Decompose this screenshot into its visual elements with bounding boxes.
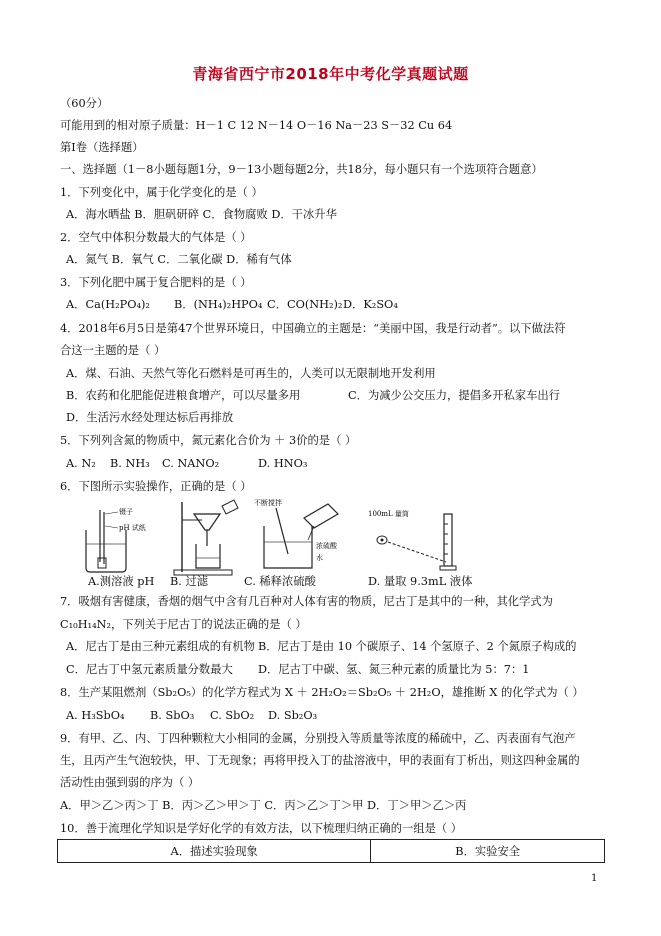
- q7-stem-2: C₁₀H₁₄N₂，下列关于尼古丁的说法正确的是（ ）: [60, 618, 307, 631]
- figure-b-filtration: [172, 498, 242, 576]
- q3-option-d: D．K₂SO₄: [343, 298, 398, 311]
- q1-options: A．海水晒盐 B．胆矾研碎 C．食物腐败 D．干冰升华: [66, 208, 337, 221]
- score-line: （60分）: [60, 97, 109, 110]
- page-title: 青海省西宁市2018年中考化学真题试题: [192, 65, 469, 83]
- q9-stem-1: 9．有甲、乙、内、丁四种颗粒大小相同的金属，分别投入等质量等浓度的稀硫中，乙、丙表面有气泡产: [60, 732, 576, 745]
- q4-option-a: A．煤、石油、天然气等化石燃料是可再生的，人类可以无限制地开发利用: [66, 367, 436, 380]
- q7-option-a: A．尼古丁是由三种元素组成的有机物: [66, 640, 255, 653]
- q4-stem-2: 合这一主题的是（ ）: [60, 344, 166, 357]
- q8-option-c: C. SbO₂: [210, 709, 255, 722]
- q2-options: A．氮气 B．氧气 C．二氧化碳 D．稀有气体: [66, 253, 292, 266]
- q2-stem: 2．空气中体积分数最大的气体是（ ）: [60, 231, 252, 244]
- atomic-masses: 可能用到的相对原子质量：H－1 C 12 N－14 O－16 Na－23 S－32 Cu 64: [60, 119, 453, 132]
- q3-option-a: A．Ca(H₂PO₄)₂: [66, 298, 150, 311]
- q9-options: A．甲＞乙＞丙＞丁 B．丙＞乙＞甲＞丁 C．丙＞乙＞丁＞甲 D．丁＞甲＞乙＞丙: [60, 799, 467, 812]
- q7-stem-1: 7．吸烟有害健康，香烟的烟气中含有几百种对人体有害的物质，尼古丁是其中的一种，其化学式为: [60, 595, 553, 608]
- q1-stem: 1．下列变化中，属于化学变化的是（ ）: [60, 186, 263, 199]
- fig-a-label-tweezers: 镊子: [119, 508, 133, 516]
- q4-option-d: D．生活污水经处理达标后再排放: [66, 411, 234, 424]
- volume-label: 第Ⅰ卷（选择题）: [60, 141, 144, 154]
- q8-option-a: A. H₃SbO₄: [66, 709, 125, 722]
- q8-option-b: B. SbO₃: [150, 709, 195, 722]
- fig-a-label-ph-paper: pH 试纸: [119, 524, 146, 532]
- fig-caption-c: C. 稀释浓硫酸: [244, 575, 316, 588]
- q9-stem-3: 活动性由强到弱的序为（ ）: [60, 776, 200, 789]
- table-cell-b: B．实验安全: [371, 840, 605, 863]
- q8-option-d: D. Sb₂O₃: [268, 709, 318, 722]
- fig-c-label-water: 水: [316, 554, 323, 562]
- q4-option-b: B．农药和化肥能促进粮食增产，可以尽量多用: [66, 389, 301, 402]
- page-number: 1: [591, 873, 598, 884]
- q5-option-c: C. NANO₂: [162, 457, 220, 470]
- q5-option-a: A. N₂: [66, 457, 96, 470]
- table-cell-a: A．描述实验现象: [58, 840, 371, 863]
- table-row: [58, 840, 605, 863]
- fig-caption-b: B. 过滤: [170, 575, 209, 588]
- q7-option-d: D．尼古丁中碳、氢、氮三种元素的质量比为 5：7：1: [258, 663, 530, 676]
- q6-stem: 6．下图所示实验操作，正确的是（ ）: [60, 480, 252, 493]
- q10-table: [57, 839, 605, 863]
- q3-option-c: C．CO(NH₂)₂: [267, 298, 343, 311]
- figure-a-measure-ph: [78, 500, 158, 576]
- fig-caption-a: A.测溶液 pH: [88, 575, 155, 588]
- figure-c-dilution: [254, 496, 350, 576]
- fig-c-label-stir: 不断搅拌: [254, 499, 282, 507]
- q5-stem: 5．下列列含氮的物质中，氮元素化合价为 ＋ 3价的是（ ）: [60, 434, 357, 447]
- q3-stem: 3．下列化肥中属于复合肥料的是（ ）: [60, 276, 252, 289]
- q7-option-b: B．尼古丁是由 10 个碳原子、14 个氢原子、2 个氮原子构成的: [258, 640, 577, 653]
- q5-option-b: B. NH₃: [110, 457, 150, 470]
- q7-option-c: C．尼古丁中氢元素质量分数最大: [66, 663, 233, 676]
- q5-option-d: D. HNO₃: [258, 457, 308, 470]
- q8-stem: 8．生产某阻燃剂（Sb₂O₅）的化学方程式为 X ＋ 2H₂O₂＝Sb₂O₅ ＋ 2H₂O，雄推断 X 的化学式为（ ）: [60, 686, 584, 699]
- q4-stem-1: 4．2018年6月5日是第47个世界环境日，中国确立的主题是：“美丽中国，我是行动者”。以下做法符: [60, 322, 566, 335]
- fig-caption-d: D. 量取 9.3mL 液体: [368, 575, 473, 588]
- fig-d-label-cylinder: 100mL 量筒: [368, 510, 409, 518]
- q9-stem-2: 生，且丙产生气泡较快，甲、丁无现象；再将甲投入丁的盐溶液中，甲的表面有丁析出，则这四种金属的: [60, 754, 580, 767]
- q10-stem: 10．善于流理化学知识是学好化学的有效方法，以下梳理归纳正确的一组是（ ）: [60, 822, 463, 835]
- q3-option-b: B．(NH₄)₂HPO₄: [174, 298, 263, 311]
- q4-option-c: C．为减少公交压力，提倡多开私家车出行: [348, 389, 560, 402]
- figure-d-cylinder: [360, 500, 470, 576]
- section-intro: 一、选择题（1－8小题每题1分，9－13小题每题2分，共18分，每小题只有一个选项符合题意）: [60, 163, 543, 176]
- fig-c-label-acid: 浓硫酸: [316, 542, 337, 550]
